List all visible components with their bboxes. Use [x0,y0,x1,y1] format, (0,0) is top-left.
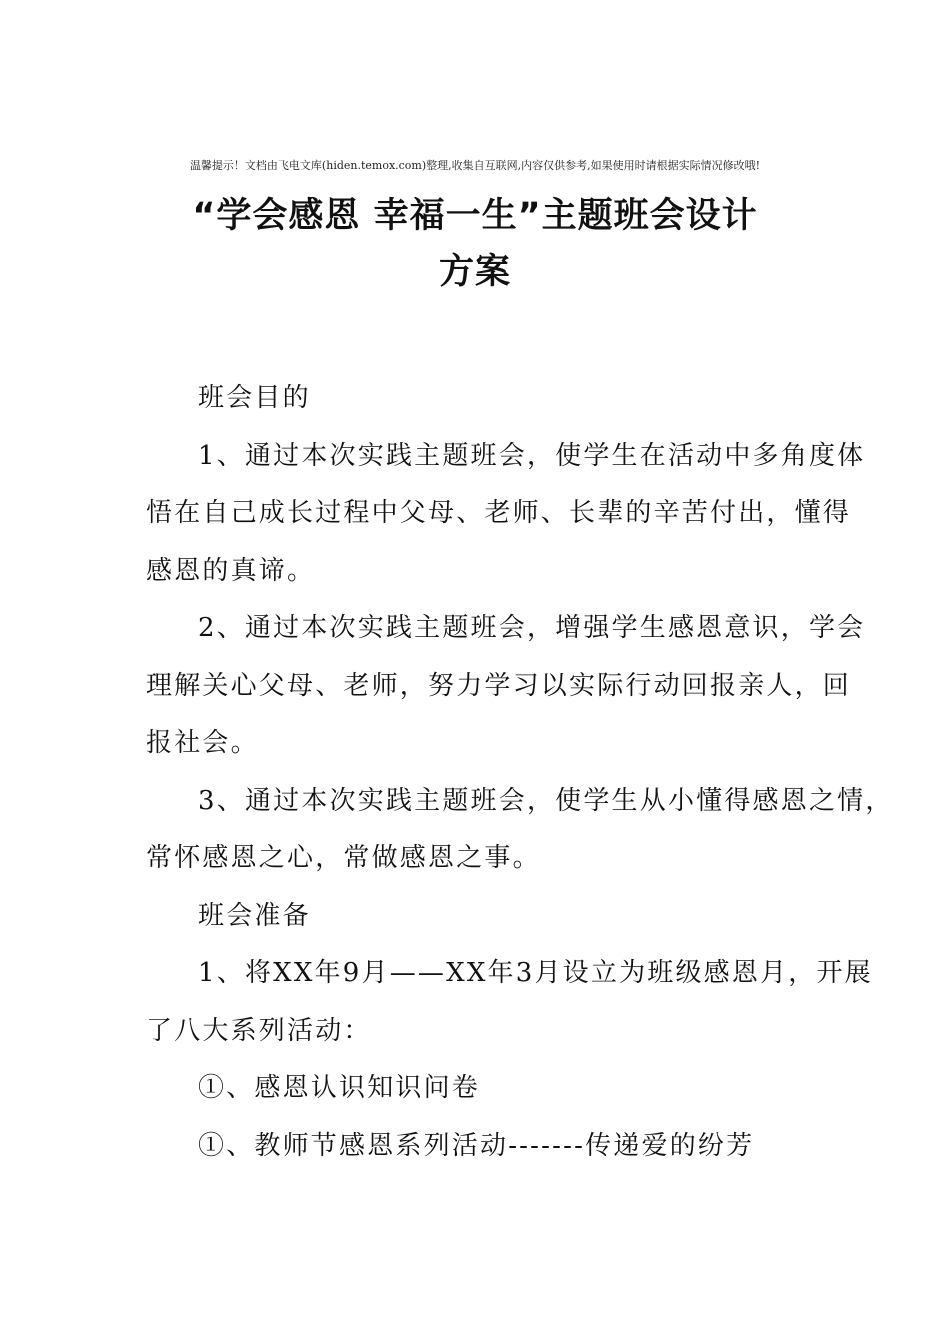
section-heading-purpose: 班会目的 [198,383,311,413]
purpose-1-line-2: 悟在自己成长过程中父母、老师、长辈的辛苦付出，懂得 [146,498,852,528]
document-title [120,188,830,300]
purpose-2-line-2: 理解关心父母、老师，努力学习以实际行动回报亲人，回 [146,670,852,701]
document-body [146,370,894,1175]
notice-header: 温馨提示！文档由飞电文库(hiden.temox.com)整理,收集自互联网,内容仅供参考,如果使用时请根据实际情况修改哦! [189,159,761,172]
prep-1-line-1: 1、将XX年9月——XX年3月设立为班级感恩月，开展 [198,958,873,988]
purpose-2-line-3: 报社会。 [146,728,259,758]
purpose-1-line-1: 1、通过本次实践主题班会，使学生在活动中多角度体 [198,440,866,471]
prep-list-item: ①、教师节感恩系列活动-------传递爱的纷芳 [198,1130,755,1161]
section-heading-preparation: 班会准备 [198,900,311,931]
title-line-2: 方案 [438,252,511,292]
prep-list-item: ①、感恩认识知识问卷 [198,1073,481,1103]
purpose-1-line-3: 感恩的真谛。 [146,555,316,586]
title-line-1: “学会感恩 幸福一生”主题班会设计 [192,196,758,236]
purpose-3-line-1: 3、通过本次实践主题班会，使学生从小懂得感恩之情， [198,785,894,816]
purpose-3-line-2: 常怀感恩之心，常做感恩之事。 [146,843,541,873]
purpose-2-line-1: 2、通过本次实践主题班会，增强学生感恩意识，学会 [198,613,866,643]
prep-1-line-2: 了八大系列活动： [146,1015,372,1046]
